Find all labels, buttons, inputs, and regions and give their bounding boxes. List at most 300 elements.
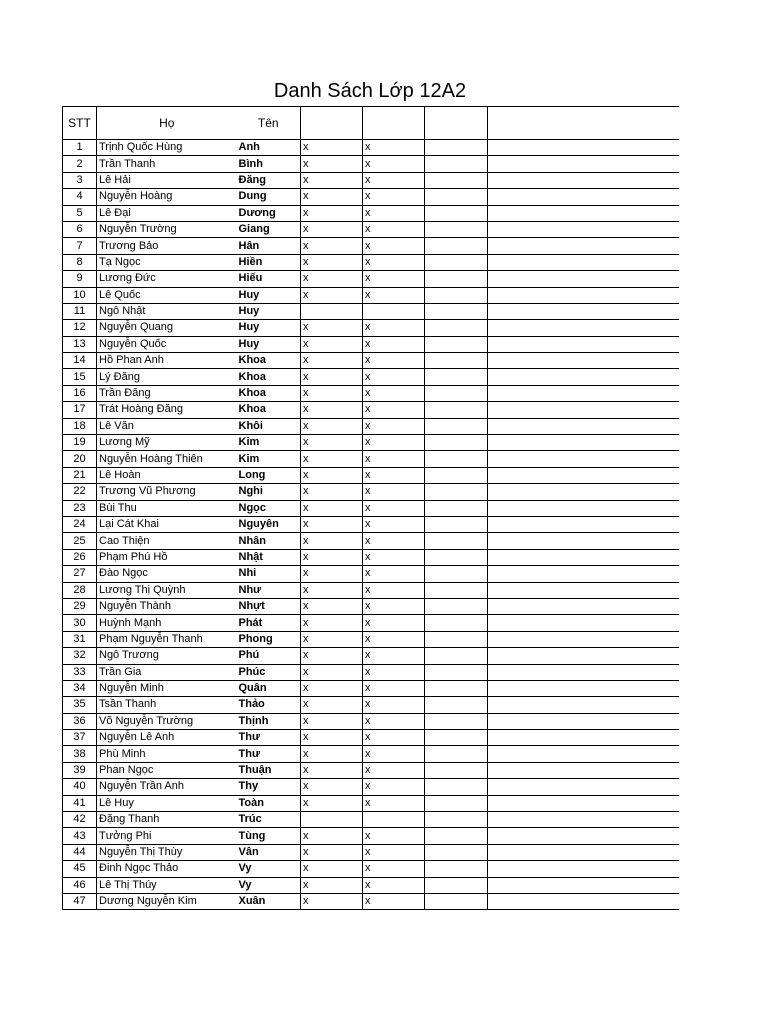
mark-cell: x bbox=[301, 418, 363, 434]
table-row bbox=[63, 451, 679, 467]
mark-cell: x bbox=[363, 287, 425, 303]
table-row bbox=[63, 156, 679, 172]
mark-cell: x bbox=[301, 189, 363, 205]
mark-cell: x bbox=[363, 189, 425, 205]
table-row bbox=[63, 746, 679, 762]
mark-cell: x bbox=[301, 287, 363, 303]
mark-cell: x bbox=[301, 533, 363, 549]
mark-cell: x bbox=[363, 582, 425, 598]
table-row bbox=[63, 664, 679, 680]
student-given-name: Phong bbox=[237, 631, 301, 647]
mark-cell bbox=[363, 303, 425, 319]
row-number: 32 bbox=[63, 648, 97, 664]
student-given-name: Ngọc bbox=[237, 500, 301, 516]
empty-cell bbox=[425, 844, 488, 860]
student-surname: Huỳnh Mạnh bbox=[97, 615, 237, 631]
empty-cell bbox=[488, 172, 679, 188]
mark-cell: x bbox=[363, 172, 425, 188]
table-row bbox=[63, 353, 679, 369]
mark-cell: x bbox=[363, 140, 425, 156]
empty-cell bbox=[488, 385, 679, 401]
mark-cell: x bbox=[363, 533, 425, 549]
row-number: 47 bbox=[63, 893, 97, 909]
empty-cell bbox=[488, 812, 679, 828]
empty-cell bbox=[488, 156, 679, 172]
row-number: 27 bbox=[63, 566, 97, 582]
mark-cell: x bbox=[301, 795, 363, 811]
table-row bbox=[63, 385, 679, 401]
empty-cell bbox=[425, 516, 488, 532]
empty-cell bbox=[488, 762, 679, 778]
empty-cell bbox=[488, 484, 679, 500]
mark-cell: x bbox=[363, 205, 425, 221]
empty-cell bbox=[425, 320, 488, 336]
mark-cell bbox=[301, 812, 363, 828]
mark-cell: x bbox=[363, 435, 425, 451]
row-number: 43 bbox=[63, 828, 97, 844]
empty-cell bbox=[425, 893, 488, 909]
student-given-name: Nhựt bbox=[237, 598, 301, 614]
empty-cell bbox=[425, 877, 488, 893]
row-number: 23 bbox=[63, 500, 97, 516]
empty-cell bbox=[488, 746, 679, 762]
mark-cell: x bbox=[363, 779, 425, 795]
mark-cell: x bbox=[301, 566, 363, 582]
student-surname: Trịnh Quốc Hùng bbox=[97, 140, 237, 156]
empty-cell bbox=[425, 615, 488, 631]
mark-cell: x bbox=[301, 697, 363, 713]
row-number: 41 bbox=[63, 795, 97, 811]
student-surname: Võ Nguyễn Trường bbox=[97, 713, 237, 729]
empty-cell bbox=[425, 140, 488, 156]
empty-cell bbox=[425, 172, 488, 188]
empty-cell bbox=[488, 680, 679, 696]
row-number: 14 bbox=[63, 353, 97, 369]
student-given-name: Nghi bbox=[237, 484, 301, 500]
page-title: Danh Sách Lớp 12A2 bbox=[273, 80, 467, 102]
mark-cell: x bbox=[363, 664, 425, 680]
row-number: 35 bbox=[63, 697, 97, 713]
empty-cell bbox=[488, 189, 679, 205]
empty-cell bbox=[488, 336, 679, 352]
row-number: 3 bbox=[63, 172, 97, 188]
student-surname: Nguyễn Hoàng Thiên bbox=[97, 451, 237, 467]
student-surname: Tưởng Phi bbox=[97, 828, 237, 844]
row-number: 15 bbox=[63, 369, 97, 385]
mark-cell: x bbox=[301, 140, 363, 156]
table-row bbox=[63, 582, 679, 598]
mark-cell: x bbox=[363, 402, 425, 418]
empty-cell bbox=[425, 631, 488, 647]
student-given-name: Kim bbox=[237, 435, 301, 451]
table-row bbox=[63, 500, 679, 516]
class-roster-table bbox=[62, 106, 679, 910]
row-number: 26 bbox=[63, 549, 97, 565]
student-given-name: Khôi bbox=[237, 418, 301, 434]
student-surname: Lê Thị Thúy bbox=[97, 877, 237, 893]
table-row bbox=[63, 779, 679, 795]
mark-cell: x bbox=[363, 271, 425, 287]
empty-cell bbox=[488, 566, 679, 582]
mark-cell: x bbox=[301, 320, 363, 336]
empty-cell bbox=[425, 713, 488, 729]
student-surname: Dương Nguyễn Kim bbox=[97, 893, 237, 909]
student-given-name: Nguyên bbox=[237, 516, 301, 532]
empty-cell bbox=[425, 254, 488, 270]
mark-cell: x bbox=[363, 254, 425, 270]
empty-cell bbox=[425, 484, 488, 500]
header-row bbox=[63, 107, 679, 140]
empty-cell bbox=[488, 500, 679, 516]
mark-cell: x bbox=[301, 516, 363, 532]
empty-cell bbox=[425, 369, 488, 385]
student-surname: Trần Thanh bbox=[97, 156, 237, 172]
mark-cell: x bbox=[301, 615, 363, 631]
row-number: 11 bbox=[63, 303, 97, 319]
empty-cell bbox=[425, 582, 488, 598]
empty-cell bbox=[425, 189, 488, 205]
student-surname: Nguyễn Quốc bbox=[97, 336, 237, 352]
mark-cell: x bbox=[363, 484, 425, 500]
student-given-name: Hân bbox=[237, 238, 301, 254]
mark-cell bbox=[301, 303, 363, 319]
row-number: 36 bbox=[63, 713, 97, 729]
table-row bbox=[63, 336, 679, 352]
student-given-name: Như bbox=[237, 582, 301, 598]
table-row bbox=[63, 861, 679, 877]
student-surname: Trát Hoàng Đăng bbox=[97, 402, 237, 418]
empty-cell bbox=[488, 549, 679, 565]
table-row bbox=[63, 631, 679, 647]
mark-cell: x bbox=[301, 385, 363, 401]
row-number: 37 bbox=[63, 730, 97, 746]
student-surname: Lương Thị Quỳnh bbox=[97, 582, 237, 598]
student-surname: Hồ Phan Anh bbox=[97, 353, 237, 369]
table-row bbox=[63, 648, 679, 664]
mark-cell: x bbox=[301, 828, 363, 844]
student-surname: Trần Gia bbox=[97, 664, 237, 680]
student-given-name: Dương bbox=[237, 205, 301, 221]
row-number: 6 bbox=[63, 221, 97, 237]
table-row bbox=[63, 254, 679, 270]
header-col-5 bbox=[363, 107, 425, 140]
empty-cell bbox=[488, 648, 679, 664]
row-number: 10 bbox=[63, 287, 97, 303]
row-number: 19 bbox=[63, 435, 97, 451]
mark-cell: x bbox=[301, 877, 363, 893]
student-surname: Lý Đăng bbox=[97, 369, 237, 385]
row-number: 28 bbox=[63, 582, 97, 598]
mark-cell: x bbox=[301, 353, 363, 369]
row-number: 30 bbox=[63, 615, 97, 631]
mark-cell: x bbox=[301, 451, 363, 467]
student-surname: Nguyễn Thị Thùy bbox=[97, 844, 237, 860]
empty-cell bbox=[425, 779, 488, 795]
table-row bbox=[63, 467, 679, 483]
empty-cell bbox=[488, 402, 679, 418]
row-number: 22 bbox=[63, 484, 97, 500]
mark-cell: x bbox=[301, 762, 363, 778]
student-given-name: Dung bbox=[237, 189, 301, 205]
table-row bbox=[63, 205, 679, 221]
table-row bbox=[63, 435, 679, 451]
mark-cell: x bbox=[301, 730, 363, 746]
mark-cell: x bbox=[301, 648, 363, 664]
mark-cell: x bbox=[363, 697, 425, 713]
student-surname: Lương Đức bbox=[97, 271, 237, 287]
table-row bbox=[63, 762, 679, 778]
mark-cell: x bbox=[363, 418, 425, 434]
empty-cell bbox=[425, 385, 488, 401]
table-row bbox=[63, 271, 679, 287]
student-surname: Phạm Phú Hồ bbox=[97, 549, 237, 565]
mark-cell: x bbox=[301, 238, 363, 254]
table-row bbox=[63, 369, 679, 385]
empty-cell bbox=[425, 861, 488, 877]
empty-cell bbox=[425, 402, 488, 418]
empty-cell bbox=[488, 582, 679, 598]
student-given-name: Phú bbox=[237, 648, 301, 664]
empty-cell bbox=[425, 533, 488, 549]
row-number: 17 bbox=[63, 402, 97, 418]
row-number: 42 bbox=[63, 812, 97, 828]
table-row bbox=[63, 844, 679, 860]
row-number: 33 bbox=[63, 664, 97, 680]
mark-cell: x bbox=[363, 648, 425, 664]
row-number: 31 bbox=[63, 631, 97, 647]
mark-cell: x bbox=[301, 746, 363, 762]
student-surname: Cao Thiện bbox=[97, 533, 237, 549]
mark-cell: x bbox=[301, 172, 363, 188]
row-number: 7 bbox=[63, 238, 97, 254]
mark-cell: x bbox=[363, 730, 425, 746]
empty-cell bbox=[488, 303, 679, 319]
mark-cell: x bbox=[301, 893, 363, 909]
student-given-name: Huy bbox=[237, 320, 301, 336]
mark-cell: x bbox=[363, 828, 425, 844]
empty-cell bbox=[425, 303, 488, 319]
row-number: 16 bbox=[63, 385, 97, 401]
mark-cell: x bbox=[363, 877, 425, 893]
mark-cell: x bbox=[301, 549, 363, 565]
student-given-name: Khoa bbox=[237, 402, 301, 418]
student-given-name: Trúc bbox=[237, 812, 301, 828]
table-row bbox=[63, 287, 679, 303]
mark-cell: x bbox=[363, 844, 425, 860]
student-surname: Lương Mỹ bbox=[97, 435, 237, 451]
empty-cell bbox=[425, 287, 488, 303]
student-given-name: Quân bbox=[237, 680, 301, 696]
empty-cell bbox=[488, 254, 679, 270]
student-surname: Lê Đại bbox=[97, 205, 237, 221]
student-given-name: Vy bbox=[237, 861, 301, 877]
empty-cell bbox=[488, 877, 679, 893]
student-surname: Đinh Ngọc Thảo bbox=[97, 861, 237, 877]
student-given-name: Khoa bbox=[237, 353, 301, 369]
mark-cell: x bbox=[301, 205, 363, 221]
empty-cell bbox=[488, 221, 679, 237]
mark-cell: x bbox=[363, 221, 425, 237]
empty-cell bbox=[425, 271, 488, 287]
row-number: 9 bbox=[63, 271, 97, 287]
mark-cell: x bbox=[301, 271, 363, 287]
empty-cell bbox=[425, 762, 488, 778]
mark-cell: x bbox=[363, 762, 425, 778]
mark-cell: x bbox=[301, 631, 363, 647]
student-surname: Ngô Trương bbox=[97, 648, 237, 664]
row-number: 12 bbox=[63, 320, 97, 336]
row-number: 8 bbox=[63, 254, 97, 270]
table-row bbox=[63, 795, 679, 811]
table-row bbox=[63, 516, 679, 532]
table-row bbox=[63, 680, 679, 696]
empty-cell bbox=[425, 828, 488, 844]
empty-cell bbox=[425, 500, 488, 516]
row-number: 21 bbox=[63, 467, 97, 483]
empty-cell bbox=[425, 549, 488, 565]
row-number: 24 bbox=[63, 516, 97, 532]
student-surname: Ngô Nhật bbox=[97, 303, 237, 319]
row-number: 1 bbox=[63, 140, 97, 156]
mark-cell: x bbox=[301, 844, 363, 860]
student-given-name: Toàn bbox=[237, 795, 301, 811]
mark-cell: x bbox=[363, 353, 425, 369]
table-row bbox=[63, 140, 679, 156]
mark-cell: x bbox=[301, 861, 363, 877]
mark-cell bbox=[363, 812, 425, 828]
mark-cell: x bbox=[301, 484, 363, 500]
empty-cell bbox=[425, 664, 488, 680]
student-given-name: Vân bbox=[237, 844, 301, 860]
mark-cell: x bbox=[363, 156, 425, 172]
mark-cell: x bbox=[363, 549, 425, 565]
mark-cell: x bbox=[301, 598, 363, 614]
student-given-name: Thảo bbox=[237, 697, 301, 713]
student-surname: Trương Bảo bbox=[97, 238, 237, 254]
student-given-name: Hiếu bbox=[237, 271, 301, 287]
student-surname: Tsần Thanh bbox=[97, 697, 237, 713]
empty-cell bbox=[425, 336, 488, 352]
empty-cell bbox=[425, 435, 488, 451]
student-given-name: Huy bbox=[237, 336, 301, 352]
empty-cell bbox=[488, 320, 679, 336]
student-surname: Nguyễn Trường bbox=[97, 221, 237, 237]
empty-cell bbox=[488, 369, 679, 385]
row-number: 5 bbox=[63, 205, 97, 221]
student-given-name: Vy bbox=[237, 877, 301, 893]
student-given-name: Long bbox=[237, 467, 301, 483]
empty-cell bbox=[425, 566, 488, 582]
table-row bbox=[63, 615, 679, 631]
student-surname: Nguyễn Thành bbox=[97, 598, 237, 614]
row-number: 18 bbox=[63, 418, 97, 434]
student-surname: Đặng Thanh bbox=[97, 812, 237, 828]
empty-cell bbox=[488, 451, 679, 467]
empty-cell bbox=[488, 664, 679, 680]
empty-cell bbox=[425, 467, 488, 483]
empty-cell bbox=[425, 205, 488, 221]
student-surname: Lê Huy bbox=[97, 795, 237, 811]
row-number: 4 bbox=[63, 189, 97, 205]
mark-cell: x bbox=[363, 320, 425, 336]
empty-cell bbox=[425, 812, 488, 828]
mark-cell: x bbox=[301, 402, 363, 418]
empty-cell bbox=[425, 238, 488, 254]
empty-cell bbox=[488, 631, 679, 647]
mark-cell: x bbox=[363, 385, 425, 401]
empty-cell bbox=[425, 156, 488, 172]
empty-cell bbox=[425, 648, 488, 664]
row-number: 45 bbox=[63, 861, 97, 877]
mark-cell: x bbox=[363, 566, 425, 582]
empty-cell bbox=[488, 467, 679, 483]
mark-cell: x bbox=[363, 467, 425, 483]
table-row bbox=[63, 730, 679, 746]
empty-cell bbox=[488, 828, 679, 844]
mark-cell: x bbox=[301, 254, 363, 270]
student-given-name: Khoa bbox=[237, 369, 301, 385]
student-surname: Phan Ngọc bbox=[97, 762, 237, 778]
empty-cell bbox=[488, 238, 679, 254]
student-surname: Nguyễn Hoàng bbox=[97, 189, 237, 205]
student-surname: Trương Vũ Phương bbox=[97, 484, 237, 500]
student-given-name: Đăng bbox=[237, 172, 301, 188]
student-given-name: Thư bbox=[237, 746, 301, 762]
student-surname: Bùi Thu bbox=[97, 500, 237, 516]
empty-cell bbox=[488, 861, 679, 877]
empty-cell bbox=[488, 795, 679, 811]
table-row bbox=[63, 812, 679, 828]
header-col-4 bbox=[301, 107, 363, 140]
student-given-name: Huy bbox=[237, 287, 301, 303]
student-given-name: Phúc bbox=[237, 664, 301, 680]
table-row bbox=[63, 533, 679, 549]
student-given-name: Xuân bbox=[237, 893, 301, 909]
mark-cell: x bbox=[301, 369, 363, 385]
student-given-name: Anh bbox=[237, 140, 301, 156]
empty-cell bbox=[488, 779, 679, 795]
mark-cell: x bbox=[363, 238, 425, 254]
student-given-name: Nhân bbox=[237, 533, 301, 549]
student-given-name: Thuận bbox=[237, 762, 301, 778]
empty-cell bbox=[488, 730, 679, 746]
empty-cell bbox=[488, 844, 679, 860]
table-row bbox=[63, 320, 679, 336]
mark-cell: x bbox=[301, 713, 363, 729]
student-given-name: Nhi bbox=[237, 566, 301, 582]
table-row bbox=[63, 238, 679, 254]
table-row bbox=[63, 697, 679, 713]
mark-cell: x bbox=[301, 467, 363, 483]
empty-cell bbox=[488, 353, 679, 369]
student-given-name: Khoa bbox=[237, 385, 301, 401]
mark-cell: x bbox=[363, 516, 425, 532]
table-row bbox=[63, 418, 679, 434]
empty-cell bbox=[425, 697, 488, 713]
table-row bbox=[63, 893, 679, 909]
mark-cell: x bbox=[301, 500, 363, 516]
empty-cell bbox=[488, 598, 679, 614]
row-number: 29 bbox=[63, 598, 97, 614]
student-surname: Trần Đăng bbox=[97, 385, 237, 401]
table-row bbox=[63, 303, 679, 319]
table-row bbox=[63, 549, 679, 565]
mark-cell: x bbox=[363, 713, 425, 729]
empty-cell bbox=[488, 615, 679, 631]
empty-cell bbox=[488, 697, 679, 713]
empty-cell bbox=[425, 353, 488, 369]
student-surname: Phạm Nguyễn Thanh bbox=[97, 631, 237, 647]
